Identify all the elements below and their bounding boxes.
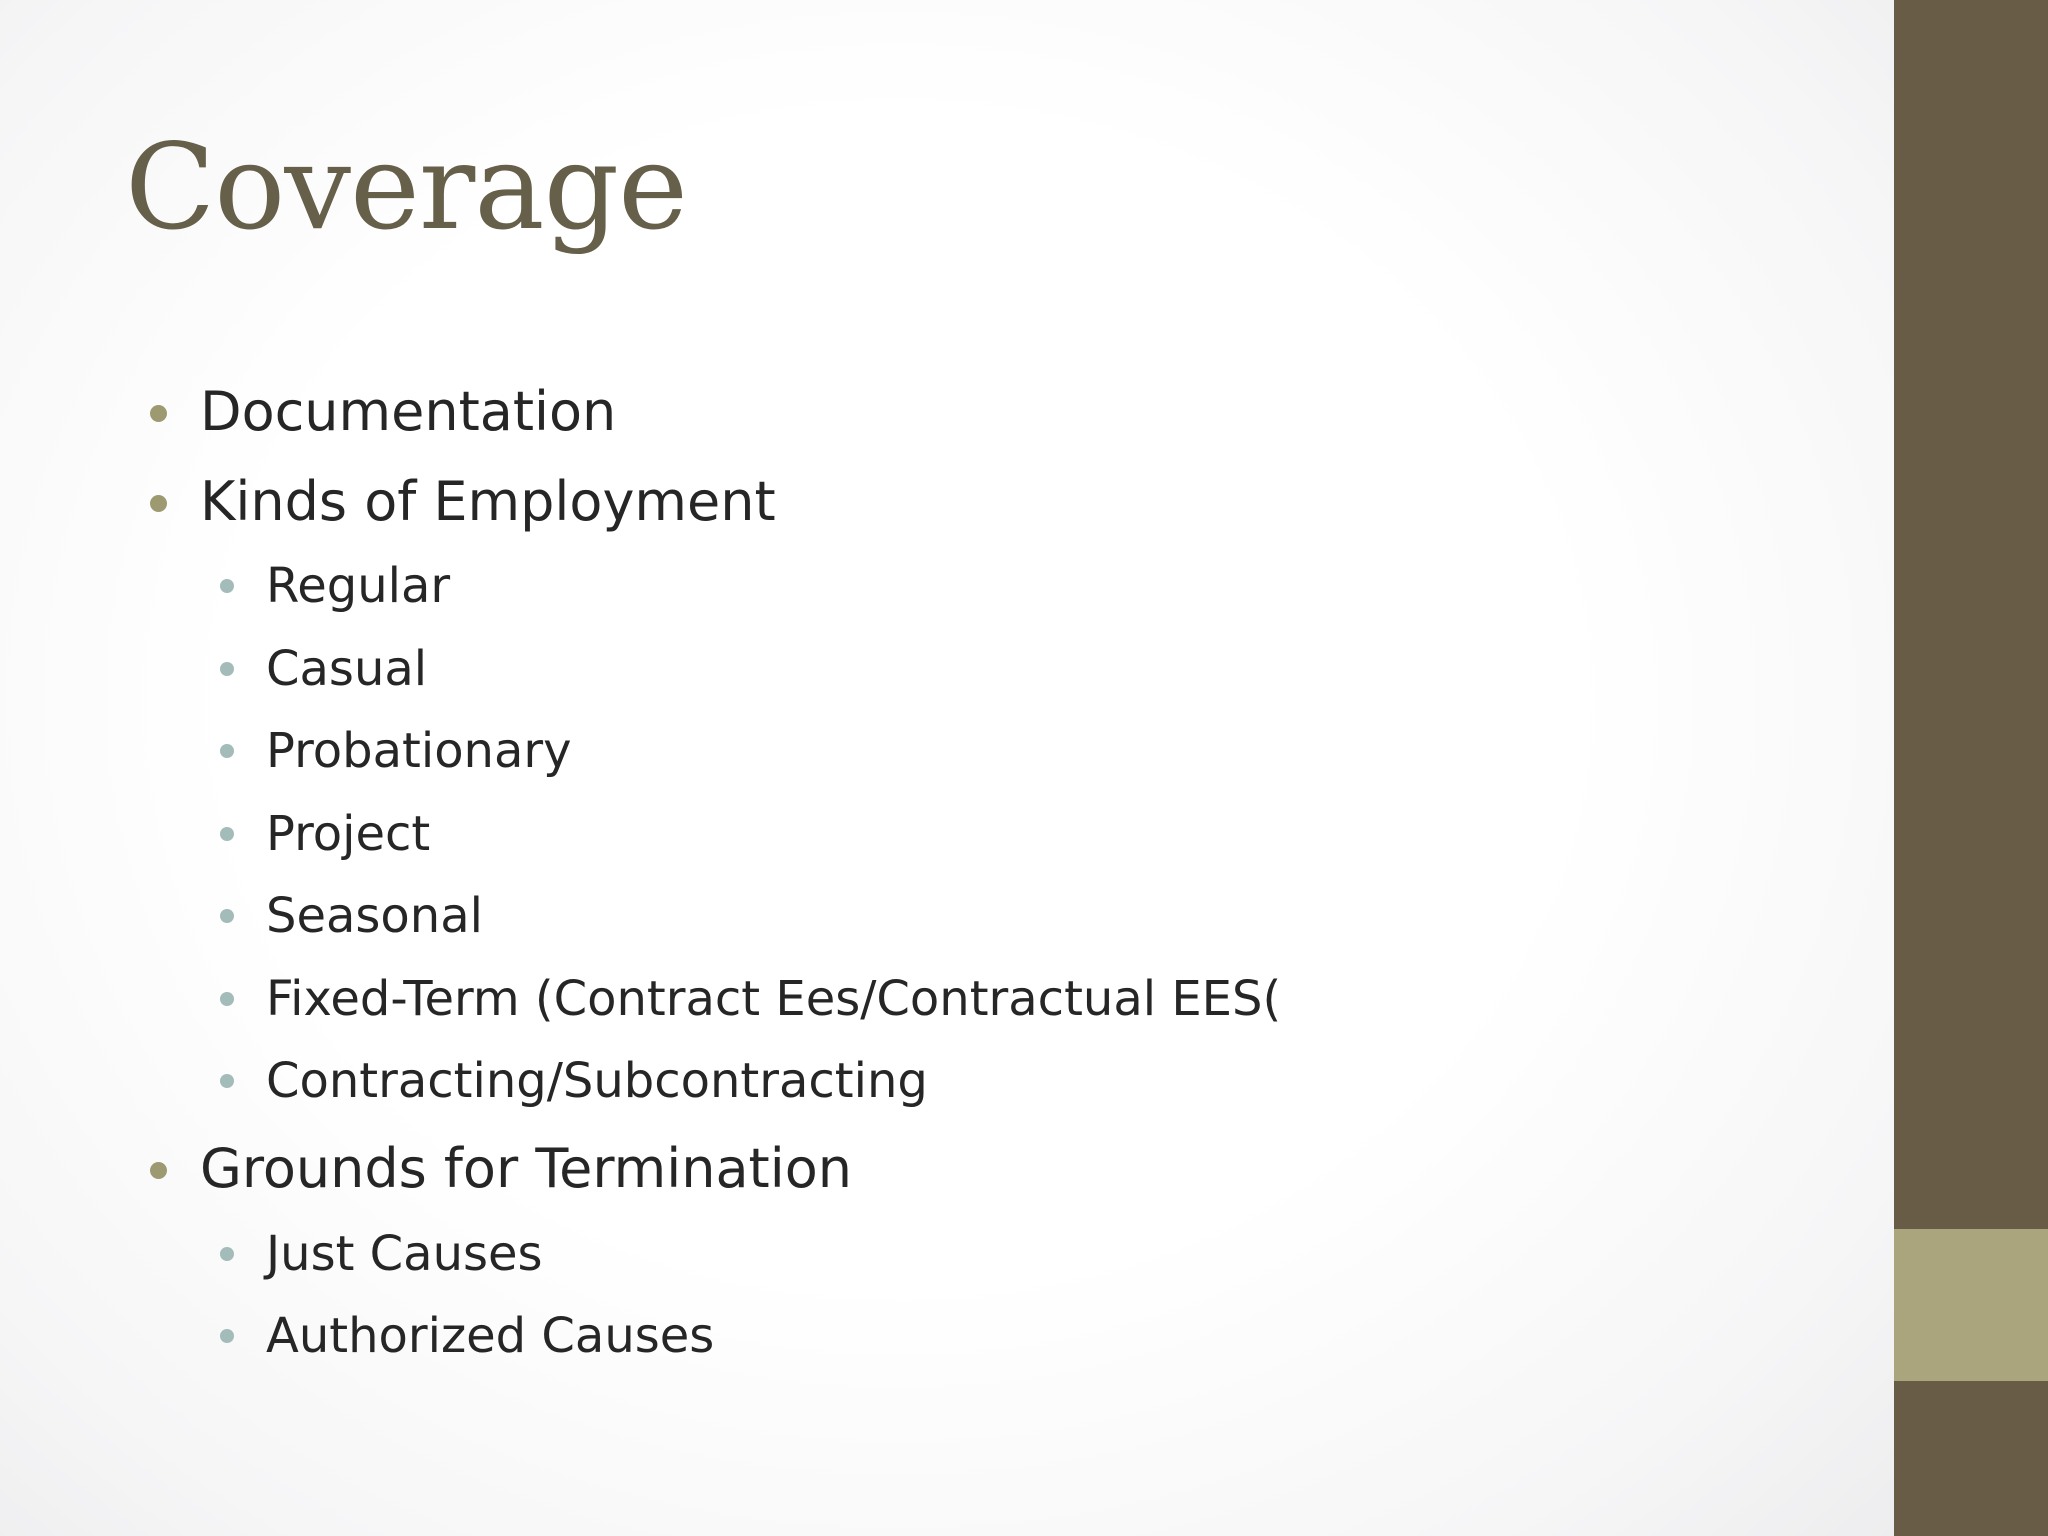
bullet-documentation	[200, 380, 617, 443]
subbullet-dot-icon	[220, 744, 234, 758]
subbullet-dot-icon	[220, 579, 234, 593]
subbullet-seasonal	[266, 888, 483, 944]
bullet-kinds-of-employment	[200, 470, 776, 533]
bullet-text: Kinds of Employment	[200, 470, 776, 533]
bullet-dot-icon	[150, 405, 167, 422]
subbullet-dot-icon	[220, 827, 234, 841]
subbullet-dot-icon	[220, 909, 234, 923]
subbullet-dot-icon	[220, 1329, 234, 1343]
subbullet-text: Probationary	[266, 723, 572, 779]
subbullet-dot-icon	[220, 992, 234, 1006]
bullet-text: Documentation	[200, 380, 617, 443]
subbullet-text: Regular	[266, 558, 451, 614]
subbullet-authorized-causes	[266, 1308, 715, 1364]
subbullet-casual	[266, 641, 428, 697]
subbullet-project	[266, 806, 431, 862]
slide-title: Coverage	[125, 118, 687, 256]
subbullet-text: Contracting/Subcontracting	[266, 1053, 928, 1109]
side-accent-block	[1894, 1229, 2048, 1381]
subbullet-regular	[266, 558, 451, 614]
subbullet-dot-icon	[220, 1074, 234, 1088]
subbullet-text: Seasonal	[266, 888, 483, 944]
subbullet-just-causes	[266, 1226, 543, 1282]
subbullet-text: Just Causes	[266, 1226, 543, 1282]
subbullet-text: Fixed-Term (Contract Ees/Contractual EES(	[266, 971, 1282, 1027]
subbullet-text: Casual	[266, 641, 428, 697]
bullet-grounds-for-termination	[200, 1137, 852, 1200]
subbullet-probationary	[266, 723, 572, 779]
bullet-text: Grounds for Termination	[200, 1137, 852, 1200]
subbullet-contracting	[266, 1053, 928, 1109]
bullet-dot-icon	[150, 495, 167, 512]
subbullet-text: Project	[266, 806, 431, 862]
subbullet-fixed-term	[266, 971, 1282, 1027]
subbullet-text: Authorized Causes	[266, 1308, 715, 1364]
bullet-dot-icon	[150, 1162, 167, 1179]
subbullet-dot-icon	[220, 662, 234, 676]
subbullet-dot-icon	[220, 1247, 234, 1261]
